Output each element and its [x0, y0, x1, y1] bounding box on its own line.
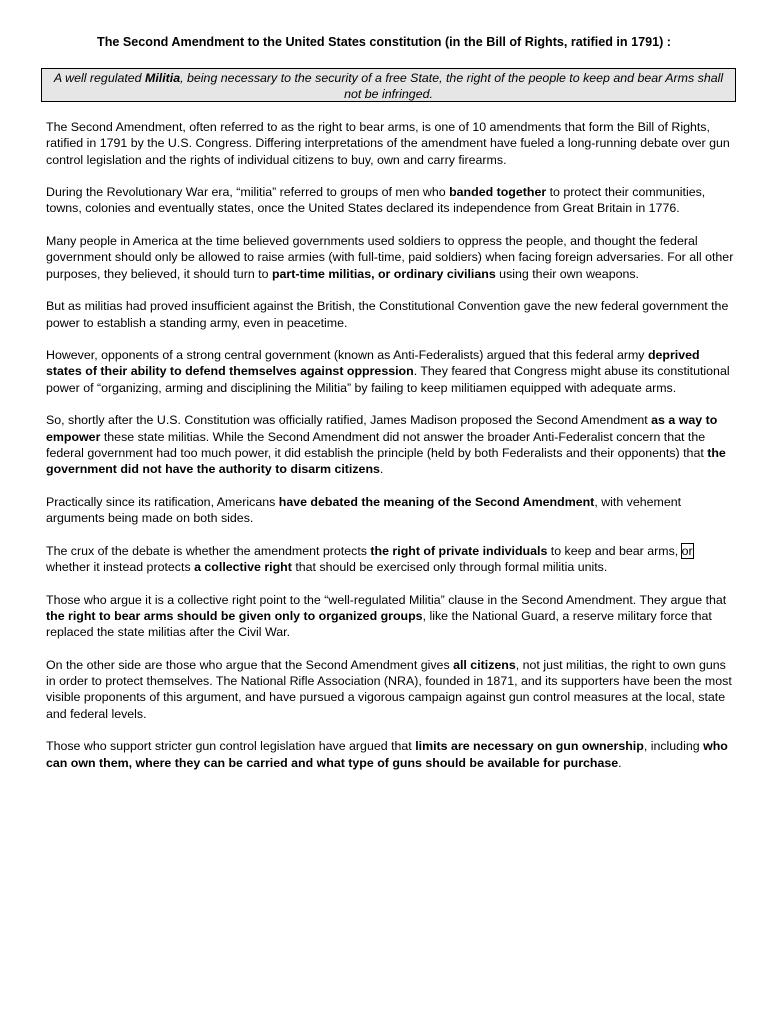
text-run: Many people in America at the time believed governments used soldiers to oppress the people, and thought the federal government should only be allowed to raise armies (with full-time, paid soldiers) when facing foreign adversaries. For all other purposes, they believed, it should turn to [46, 234, 734, 281]
body-paragraph-6 [46, 412, 736, 477]
boxed-word: or [681, 543, 693, 558]
text-run: On the other side are those who argue that the Second Amendment gives [46, 657, 454, 672]
text-run: However, opponents of a strong central government (known as Anti-Federalists) argued that this federal army [46, 348, 648, 363]
body-paragraph-4 [46, 298, 736, 331]
bold-phrase: banded together [449, 185, 547, 200]
quote-text-start: A well regulated [53, 71, 146, 85]
bold-phrase: all citizens [453, 657, 516, 672]
text-run: , including [643, 739, 704, 754]
text-run: to keep and bear arms, [547, 543, 682, 558]
text-run: . They feared that Congress might abuse its constitutional power of “organizing, arming and disciplining the Militia” by failing to keep militiamen equipped with adequate arms. [46, 364, 730, 395]
text-run: these state militias. While the Second Amendment did not answer the broader Anti-Federalist concern that the federal government had too much power, it did establish the principle (held by both Federalists and their opponents) that [46, 429, 708, 460]
bold-phrase: the right to bear arms should be given only to organized groups [46, 608, 423, 623]
text-run: Practically since its ratification, Americans [46, 494, 279, 509]
text-run: So, shortly after the U.S. Constitution was officially ratified, James Madison proposed the Second Amendment [46, 413, 652, 428]
bold-phrase: who can own them, where they can be carried and what type of guns should be available for purchase [46, 739, 728, 770]
text-run: using their own weapons. [495, 266, 640, 281]
text-run: that should be exercised only through formal militia units. [291, 560, 608, 575]
bold-phrase: limits are necessary on gun ownership [415, 739, 644, 754]
body-paragraph-2 [46, 184, 736, 217]
text-run: , with vehement arguments being made on both sides. [46, 494, 682, 526]
body-paragraph-10 [46, 657, 736, 722]
bold-phrase: part-time militias, or ordinary civilians [271, 266, 496, 281]
body-paragraph-3 [46, 233, 736, 282]
quote-text-end: , being necessary to the security of a free State, the right of the people to keep and bear Arms shall not be infringed. [180, 71, 724, 101]
text-run: , not just militias, the right to own guns in order to protect themselves. The National Rifle Association (NRA), founded in 1871, and its supporters have been the most visible proponents of this argument, and have pursued a vigorous campaign against gun control measures at the local, state and federal levels. [46, 657, 732, 721]
quote-militia-word: Militia [145, 71, 181, 85]
text-run: The Second Amendment, often referred to as the right to bear arms, is one of 10 amendments that form the Bill of Rights, ratified in 1791 by the U.S. Congress. Differing interpretations of the amendment have fueled a long-running debate over gun control legislation and the rights of individual citizens to buy, own and carry firearms. [46, 120, 730, 167]
text-run: But as militias had proved insufficient against the British, the Constitutional Convention gave the new federal government the power to establish a standing army, even in peacetime. [46, 299, 729, 330]
bold-phrase: the right of private individuals [370, 543, 548, 558]
text-run: Those who support stricter gun control legislation have argued that [46, 739, 416, 754]
body-paragraph-1 [46, 119, 736, 168]
bold-phrase: have debated the meaning of the Second Amendment [278, 494, 595, 509]
text-run: The crux of the debate is whether the amendment protects [46, 543, 371, 558]
text-run: Those who argue it is a collective right point to the “well-regulated Militia” clause in the Second Amendment. They argue that [46, 592, 727, 607]
body-paragraph-7 [46, 494, 736, 527]
document-title: The Second Amendment to the United States constitution (in the Bill of Rights, ratified in 1791) : [97, 35, 671, 49]
text-run: . [379, 462, 384, 477]
text-run: to protect their communities, towns, colonies and eventually states, once the United States declared its independence from Great Britain in 1776. [46, 185, 706, 216]
amendment-quote-box [41, 68, 736, 102]
bold-phrase: the government did not have the authority to disarm citizens [46, 445, 726, 477]
body-paragraph-11 [46, 738, 736, 771]
body-paragraph-8 [46, 543, 736, 576]
bold-phrase: a collective right [194, 560, 292, 575]
text-run: During the Revolutionary War era, “militia” referred to groups of men who [46, 185, 450, 200]
body-paragraph-9 [46, 592, 736, 641]
text-run: . [618, 755, 622, 770]
article-body [46, 119, 736, 787]
text-run: whether it instead protects [46, 560, 195, 575]
bold-phrase: deprived states of their ability to defend themselves against oppression [46, 348, 700, 379]
text-run: , like the National Guard, a reserve military force that replaced the state militias after the Civil War. [46, 608, 712, 640]
bold-phrase: as a way to empower [46, 413, 718, 444]
body-paragraph-5 [46, 347, 736, 396]
